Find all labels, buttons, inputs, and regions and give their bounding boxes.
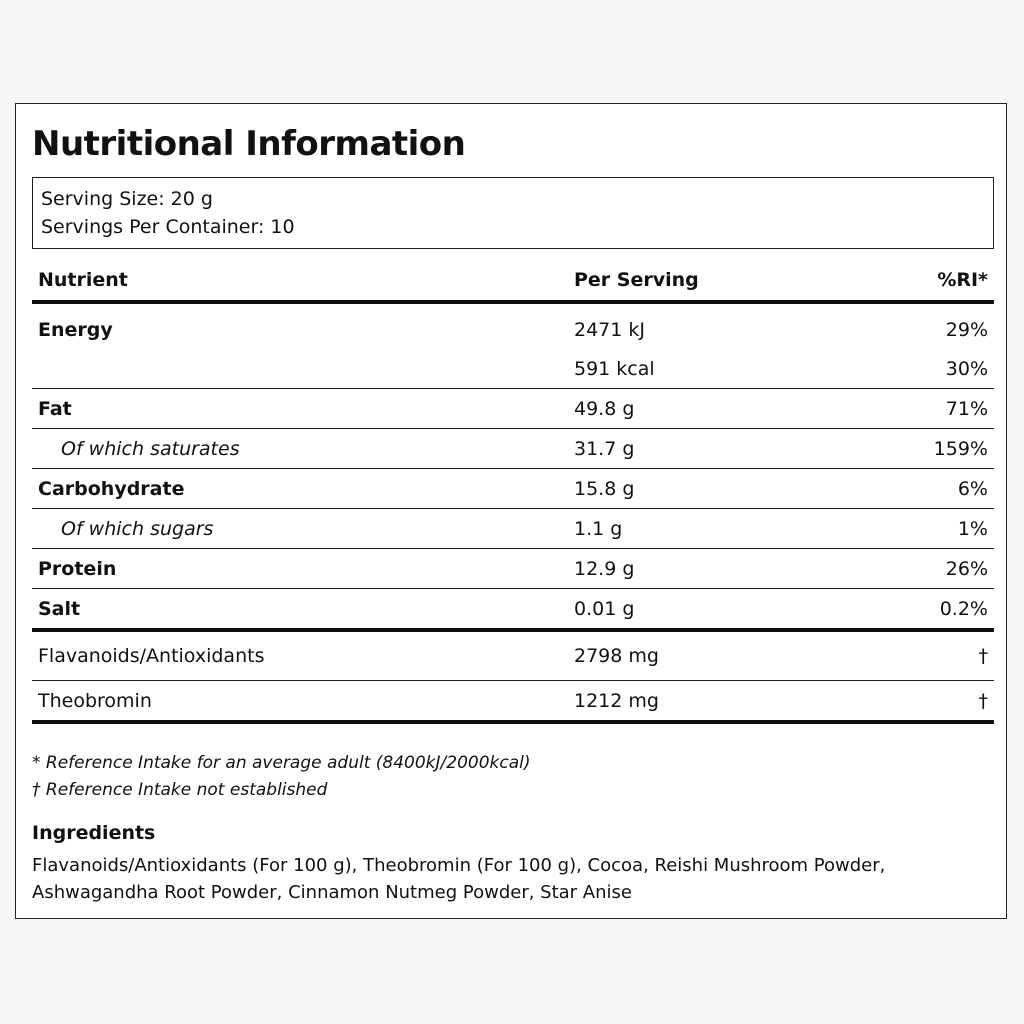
ri-value: †	[978, 645, 988, 667]
ri-value: 30%	[945, 357, 988, 380]
servings-per-container: Servings Per Container: 10	[41, 216, 295, 238]
nutrient-name: Of which sugars	[61, 517, 214, 540]
per-serving-value: 0.01 g	[574, 597, 635, 620]
per-serving-value: 1.1 g	[574, 517, 623, 540]
per-serving-value: 31.7 g	[574, 437, 635, 460]
ri-value: 6%	[957, 477, 988, 500]
per-serving-value: 15.8 g	[574, 477, 635, 500]
serving-info-box	[32, 177, 994, 249]
footnote-dagger: † Reference Intake not established	[32, 780, 328, 800]
nutrient-name: Salt	[38, 597, 81, 620]
nutrient-name: Protein	[38, 557, 117, 580]
table-row-protein	[32, 549, 994, 589]
table-row-energy-kcal	[32, 349, 994, 389]
table-header-row	[32, 260, 994, 304]
table-row-saturates	[32, 429, 994, 469]
per-serving-value: 2471 kJ	[574, 319, 645, 341]
ri-value: 0.2%	[939, 597, 988, 620]
ingredients-line-1: Flavanoids/Antioxidants (For 100 g), Theobromin (For 100 g), Cocoa, Reishi Mushroom Powder,	[32, 855, 886, 876]
nutrient-name: Flavanoids/Antioxidants	[38, 645, 265, 667]
per-serving-value: 2798 mg	[574, 645, 659, 667]
ri-value: 26%	[945, 557, 988, 580]
header-per-serving: Per Serving	[574, 269, 699, 291]
table-row-sugars	[32, 509, 994, 549]
nutrient-name: Carbohydrate	[38, 477, 185, 500]
footnote-ri: * Reference Intake for an average adult (8400kJ/2000kcal)	[32, 753, 531, 773]
table-row-energy-kj	[32, 311, 994, 349]
nutrition-table	[32, 260, 994, 724]
ingredients-line-2: Ashwagandha Root Powder, Cinnamon Nutmeg Powder, Star Anise	[32, 882, 632, 903]
per-serving-value: 1212 mg	[574, 689, 659, 712]
nutrient-name: Of which saturates	[61, 437, 240, 460]
ri-value: †	[978, 689, 988, 712]
table-row-fat	[32, 389, 994, 429]
serving-size: Serving Size: 20 g	[41, 188, 213, 210]
nutrient-name: Energy	[38, 319, 113, 341]
per-serving-value: 591 kcal	[574, 357, 655, 380]
ri-value: 29%	[945, 319, 988, 341]
nutrient-name: Theobromin	[38, 689, 152, 712]
table-row-salt	[32, 589, 994, 632]
footnotes	[32, 750, 531, 804]
header-ri: %RI*	[937, 269, 988, 291]
table-row-carbohydrate	[32, 469, 994, 509]
nutrition-panel	[15, 103, 1007, 919]
per-serving-value: 12.9 g	[574, 557, 635, 580]
table-row-theobromin	[32, 681, 994, 724]
ingredients-title: Ingredients	[32, 822, 156, 844]
ingredients-list	[32, 852, 932, 906]
page-title: Nutritional Information	[32, 124, 466, 164]
nutrient-name: Fat	[38, 397, 72, 420]
ri-value: 1%	[957, 517, 988, 540]
table-row-flavanoids	[32, 632, 994, 681]
ri-value: 71%	[945, 397, 988, 420]
per-serving-value: 49.8 g	[574, 397, 635, 420]
header-nutrient: Nutrient	[38, 269, 128, 291]
ri-value: 159%	[933, 437, 988, 460]
